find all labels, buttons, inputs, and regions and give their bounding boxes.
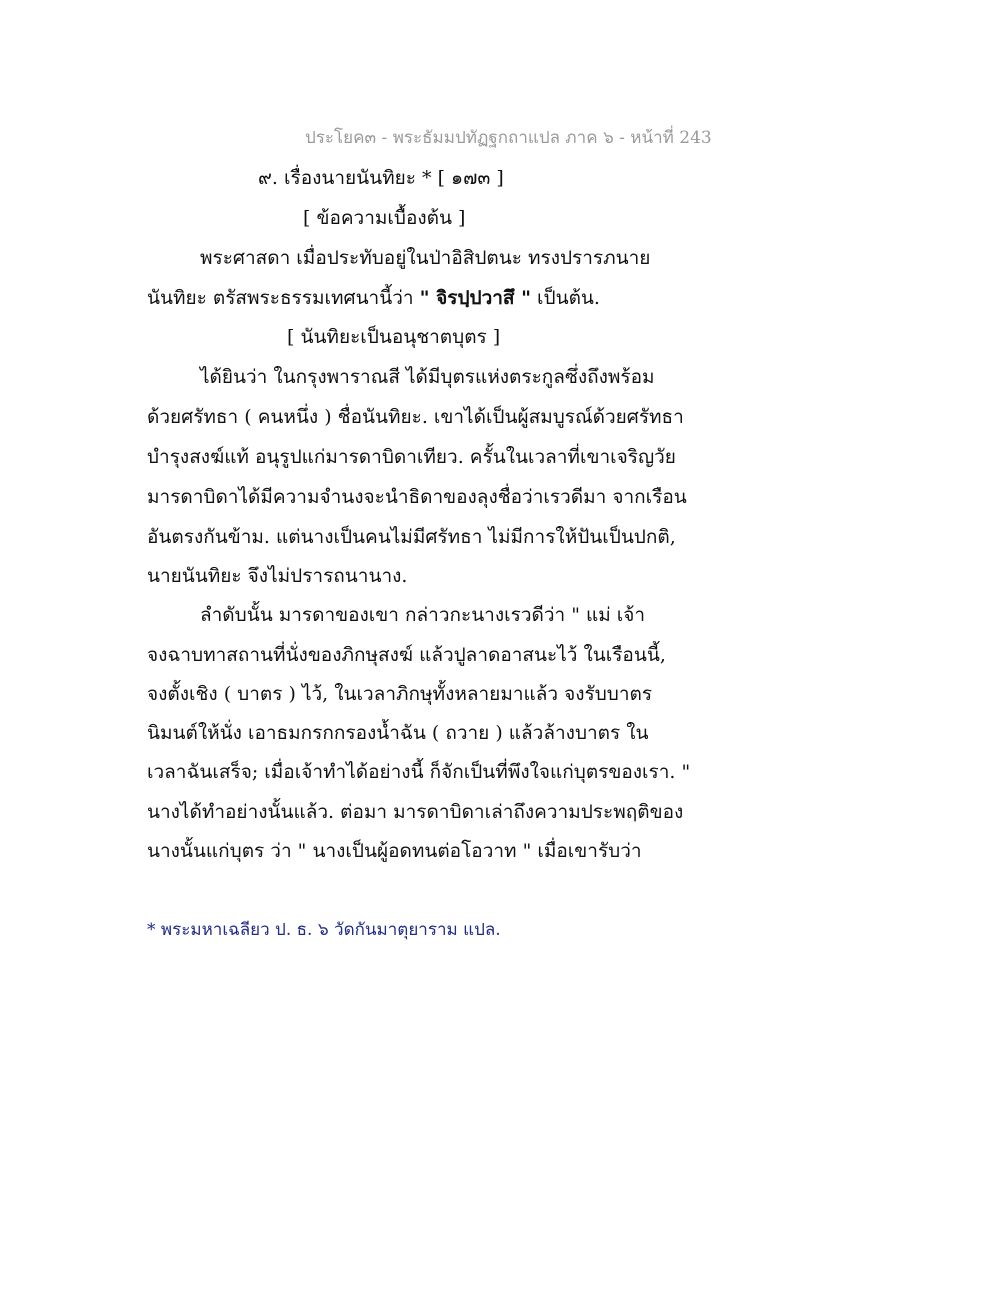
footnote: * พระมหาเฉลียว ป. ธ. ๖ วัดกันมาตุยาราม แปล. [147, 920, 501, 940]
intro-line-2 [147, 283, 600, 313]
paragraph-2-line: ลำดับนั้น มารดาของเขา กล่าวกะนางเรวดีว่า " แม่ เจ้า [200, 604, 646, 626]
paragraph-2-line: นางนั้นแก่บุตร ว่า " นางเป็นผู้อดทนต่อโอวาท " เมื่อเขารับว่า [147, 840, 642, 862]
pali-quote: " จิรปฺปวาสึ " [419, 287, 532, 309]
subheading-nandiya: [ นันทิยะเป็นอนุชาตบุตร ] [287, 326, 501, 348]
paragraph-2-line: จงตั้งเชิง ( บาตร ) ไว้, ในเวลาภิกษุทั้งหลายมาแล้ว จงรับบาตร [147, 683, 653, 705]
paragraph-1-line: ได้ยินว่า ในกรุงพาราณสี ได้มีบุตรแห่งตระกูลซึ่งถึงพร้อม [200, 366, 655, 388]
subheading-intro: [ ข้อความเบื้องต้น ] [303, 207, 466, 229]
paragraph-1-line: มารดาบิดาได้มีความจำนงจะนำธิดาของลุงชื่อว่าเรวดีมา จากเรือน [147, 486, 687, 508]
intro-line-1: พระศาสดา เมื่อประทับอยู่ในป่าอิสิปตนะ ทรงปรารภนาย [200, 247, 651, 269]
paragraph-1-line: บำรุงสงฆ์แท้ อนุรูปแก่มารดาบิดาเทียว. ครั้นในเวลาที่เขาเจริญวัย [147, 446, 676, 468]
paragraph-2-line: เวลาฉันเสร็จ; เมื่อเจ้าทำได้อย่างนี้ ก็จักเป็นที่พึงใจแก่บุตรของเรา. " [147, 761, 691, 783]
paragraph-2-line: นิมนต์ให้นั่ง เอาธมกรกกรองน้ำฉัน ( ถวาย ) แล้วล้างบาตร ใน [147, 722, 649, 744]
story-title: ๙. เรื่องนายนันทิยะ * [ ๑๗๓ ] [258, 167, 504, 189]
intro-line-2-start: นันทิยะ ตรัสพระธรรมเทศนานี้ว่า [147, 287, 420, 309]
paragraph-2-line: จงฉาบทาสถานที่นั่งของภิกษุสงฆ์ แล้วปูลาดอาสนะไว้ ในเรือนนี้, [147, 644, 666, 666]
paragraph-1-line: อันตรงกันข้าม. แต่นางเป็นคนไม่มีศรัทธา ไม่มีการให้ปันเป็นปกติ, [147, 526, 676, 548]
intro-line-2-end: เป็นต้น. [531, 287, 600, 309]
paragraph-1-line: ด้วยศรัทธา ( คนหนึ่ง ) ชื่อนันทิยะ. เขาได้เป็นผู้สมบูรณ์ด้วยศรัทธา [147, 406, 684, 428]
page-header: ประโยค๓ - พระธัมมปทัฏฐกถาแปล ภาค ๖ - หน้าที่ 243 [305, 128, 712, 148]
paragraph-1-line: นายนันทิยะ จึงไม่ปรารถนานาง. [147, 565, 408, 587]
paragraph-2-line: นางได้ทำอย่างนั้นแล้ว. ต่อมา มารดาบิดาเล่าถึงความประพฤติของ [147, 801, 684, 823]
